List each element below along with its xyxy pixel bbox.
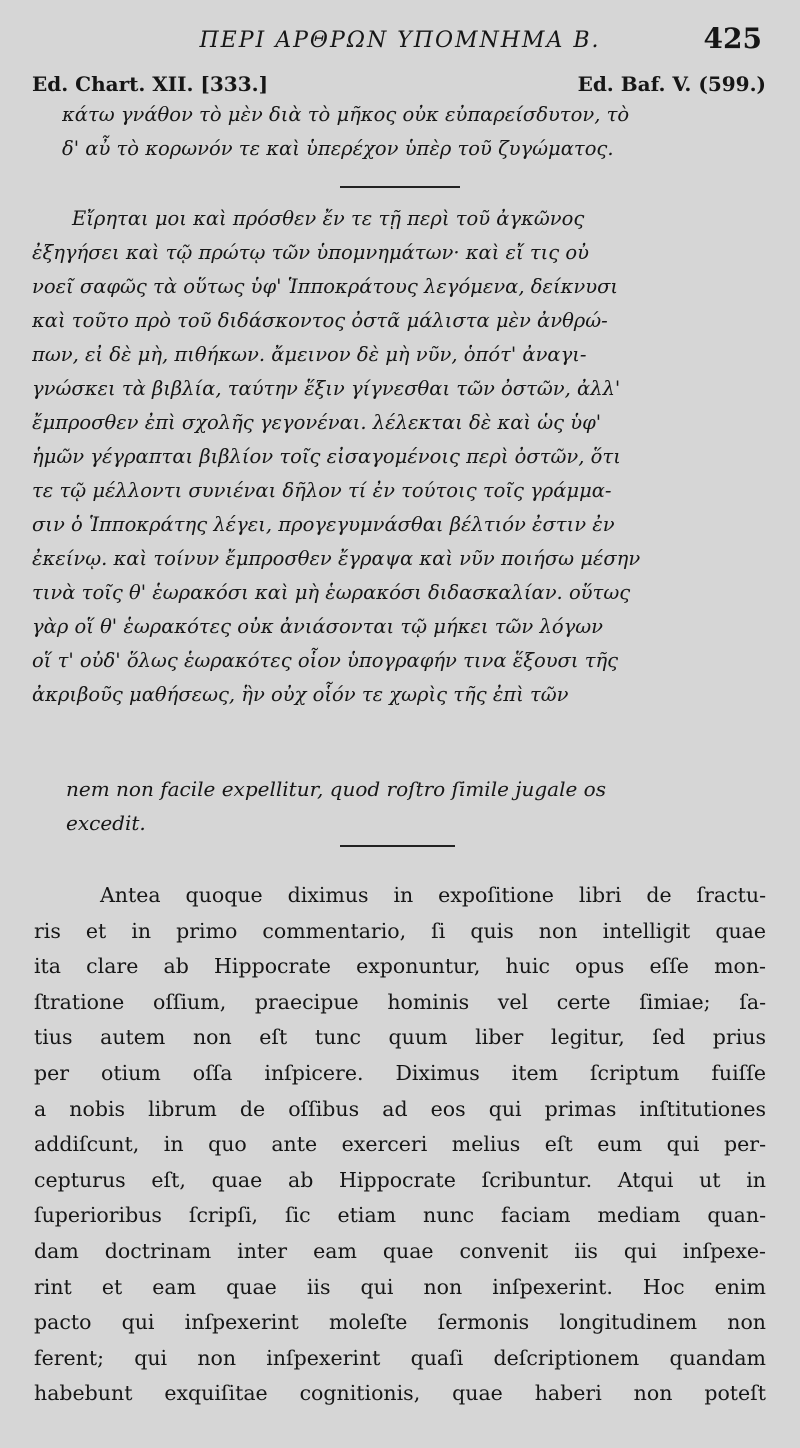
latin-italic-line: nem non facile expellitur, quod roſtro ſimile jugale os — [66, 777, 606, 801]
greek-line: οἵ τ' οὐδ' ὅλως ἑωρακότες οἷον ὑπογραφήν τινα ἕξουσι τῆς — [32, 649, 619, 672]
greek-line: σιν ὁ Ἱπποκράτης λέγει, προγεγυμνάσθαι βέλτιόν ἐστιν ἐν — [32, 513, 615, 536]
greek-line: δ' αὖ τὸ κορωνόν τε καὶ ὑπερέχον ὑπὲρ τοῦ ζυγώματος. — [62, 137, 614, 160]
greek-line: ἔμπροσθεν ἐπὶ σχολῆς γεγονέναι. λέλεκται δὲ καὶ ὡς ὑφ' — [32, 411, 602, 434]
greek-line: γὰρ οἵ θ' ἑωρακότες οὐκ ἀνιάσονται τῷ μήκει τῶν λόγων — [32, 615, 603, 638]
greek-line: τινὰ τοῖς θ' ἑωρακόσι καὶ μὴ ἑωρακόσι διδασκαλίαν. οὕτως — [32, 581, 631, 604]
running-title: ΠΕΡΙ ΑΡΘΡΩΝ ΥΠΟΜΝΗΜΑ Β. — [199, 28, 601, 53]
latin-line: pacto qui inſpexerint moleſte ſermonis longitudinem non — [34, 1310, 766, 1335]
greek-line: Εἴρηται μοι καὶ πρόσθεν ἔν τε τῇ περὶ τοῦ ἀγκῶνος — [72, 207, 585, 230]
latin-line: Antea quoque diximus in expoſitione libri de ſractu- — [100, 883, 766, 907]
greek-line: νοεῖ σαφῶς τὰ οὕτως ὑφ' Ἱπποκράτους λεγόμενα, δείκνυσι — [32, 275, 619, 298]
greek-line: ἐκείνῳ. καὶ τοίνυν ἔμπροσθεν ἔγραψα καὶ νῦν ποιήσω μέσην — [32, 547, 641, 570]
latin-line: addiſcunt, in quo ante exerceri melius eſt eum qui per- — [34, 1132, 766, 1157]
greek-line: ἐξηγήσει καὶ τῷ πρώτῳ τῶν ὑπομνημάτων· καὶ εἴ τις οὐ — [32, 241, 589, 264]
greek-continuation — [62, 98, 768, 166]
latin-line: ita clare ab Hippocrate exponuntur, huic opus eſſe mon- — [34, 954, 766, 979]
edition-basel: Ed. Baf. V. (599.) — [577, 72, 766, 96]
latin-italic-continuation — [66, 772, 766, 840]
greek-line: κάτω γνάθον τὸ μὲν διὰ τὸ μῆκος οὐκ εὐπαρείσδυτον, τὸ — [62, 103, 630, 126]
greek-line: πων, εἰ δὲ μὴ, πιθήκων. ἄμεινον δὲ μὴ νῦν, ὁπότ' ἀναγι- — [32, 343, 587, 366]
greek-line: καὶ τοῦτο πρὸ τοῦ διδάσκοντος ὀστᾶ μάλιστα μὲν ἀνθρώ- — [32, 309, 608, 332]
latin-line: rint et eam quae iis qui non inſpexerint. Hoc enim — [34, 1274, 766, 1299]
latin-paragraph — [34, 878, 766, 1412]
greek-line: ἡμῶν γέγραπται βιβλίον τοῖς εἰσαγομένοις περὶ ὀστῶν, ὅτι — [32, 445, 621, 468]
edition-line — [32, 72, 766, 100]
latin-line: ſuperioribus ſcripſi, ſic etiam nunc faciam mediam quan- — [34, 1203, 766, 1228]
greek-line: ἀκριβοῦς μαθήσεως, ἣν οὐχ οἷόν τε χωρὶς τῆς ἐπὶ τῶν — [32, 683, 569, 706]
greek-paragraph — [32, 202, 768, 712]
latin-line: ſtratione oſſium, praecipue hominis vel certe ſimiae; ſa- — [34, 989, 766, 1014]
page-number: 425 — [703, 22, 762, 55]
latin-italic-line: excedit. — [66, 811, 146, 835]
section-divider — [340, 845, 455, 847]
latin-line: per otium oſſa inſpicere. Diximus item ſcriptum fuiſſe — [34, 1060, 766, 1085]
latin-line: ris et in primo commentario, ſi quis non intelligit quae — [34, 918, 766, 943]
edition-chartier: Ed. Chart. XII. [333.] — [32, 72, 269, 96]
latin-line: ferent; qui non inſpexerint quaſi deſcriptionem quandam — [34, 1345, 766, 1370]
latin-line: cepturus eſt, quae ab Hippocrate ſcribuntur. Atqui ut in — [34, 1167, 766, 1192]
latin-line: a nobis librum de oſſibus ad eos qui primas inſtitutiones — [34, 1096, 766, 1121]
latin-line: tius autem non eſt tunc quum liber legitur, ſed prius — [34, 1025, 766, 1050]
greek-line: τε τῷ μέλλοντι συνιέναι δῆλον τί ἐν τούτοις τοῖς γράμμα- — [32, 479, 612, 502]
latin-line: habebunt exquiſitae cognitionis, quae haberi non poteſt — [34, 1381, 766, 1406]
section-divider — [340, 186, 460, 188]
latin-line: dam doctrinam inter eam quae convenit iis qui inſpexe- — [34, 1238, 766, 1263]
greek-line: γνώσκει τὰ βιβλία, ταύτην ἕξιν γίγνεσθαι τῶν ὀστῶν, ἀλλ' — [32, 377, 621, 400]
